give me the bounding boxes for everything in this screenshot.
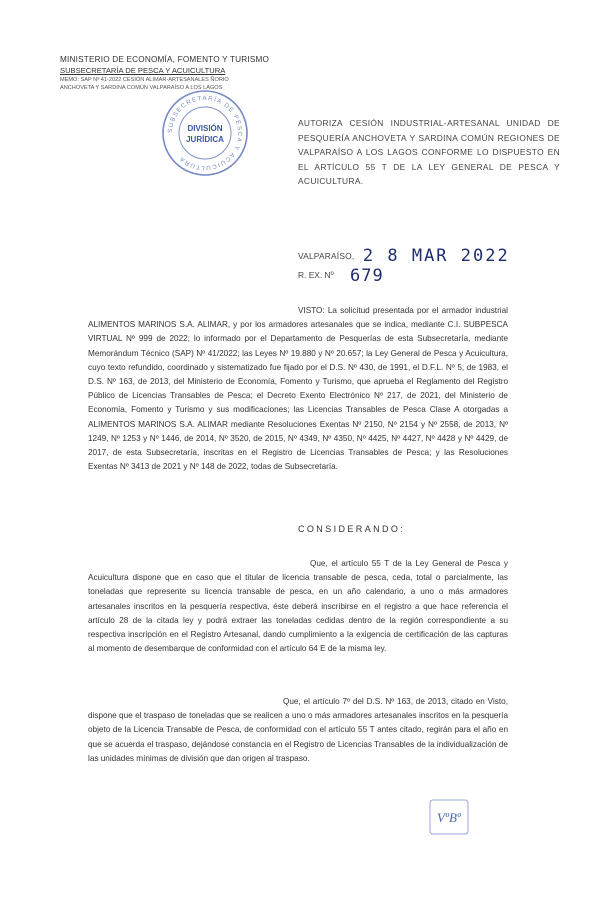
considerando-heading: CONSIDERANDO:: [298, 524, 406, 534]
place-and-date: [298, 246, 510, 266]
considerando-paragraph-1: Que, el artículo 55 T de la Ley General de Pesca y Acuicultura dispone que en caso que el titular de licencia transable de pesca, ceda, total o parcialmente, las toneladas que represente su licencia transable de pesca, en un año calendario, a uno o más armadores artesanales inscritos en la pesquería respectiva, éste deberá inscribirse en el registro a que hace referencia el artículo 28 de la citada ley y podrá extraer las toneladas cedidas dentro de la región correspondiente a su respectiva inscripción en el Registro Artesanal, dando cumplimiento a la exigencia de certificación de las capturas al momento de desembarque de conformidad con el artículo 64 E de la misma ley.: [88, 559, 508, 654]
vb-label: VºBº: [437, 810, 461, 825]
place: VALPARAÍSO,: [298, 251, 355, 261]
stamp-line-2: JURÍDICA: [186, 135, 224, 144]
date-stamp: 2 8 MAR 2022: [362, 246, 510, 266]
svg-text:SUBSECRETARÍA DE PESCA Y ACUIC: [167, 95, 243, 171]
stamp-line-1: DIVISIÓN: [187, 124, 223, 133]
ministry-name: MINISTERIO DE ECONOMÍA, FOMENTO Y TURISMO: [60, 55, 270, 64]
subsecretaria-name: SUBSECRETARÍA DE PESCA Y ACUICULTURA: [60, 66, 226, 75]
stamp-ring-text: SUBSECRETARÍA DE PESCA Y ACUICULTURA: [166, 94, 244, 172]
memo-reference-2: ANCHOVETA Y SARDINA COMÚN VALPARAÍSO A LOS LAGOS: [60, 85, 223, 91]
rex-label: R. EX. Nº: [298, 270, 334, 280]
resolution-number: [298, 266, 384, 286]
visto-paragraph: VISTO: La solicitud presentada por el armador industrial ALIMENTOS MARINOS S.A. ALIMAR, y por los armadores artesanales que se indica, mediante C.I. SUBPESCA VIRTUAL Nº 999 de 2022; lo informado por el Departamento de Pesquerías de esta Subsecretaría, mediante Memorándum Técnico (SAP) Nº 41/2022; las Leyes Nº 19.880 y Nº 20.657; la Ley General de Pesca y Acuicultura, cuyo texto refundido, coordinado y sistematizado fue fijado por el D.S. Nº 430, de 1991, el D.F.L. Nº 5, de 1983, el D.S. Nº 163, de 2013, del Ministerio de Economía, Fomento y Turismo, que aprueba el Reglamento del Registro Público de Licencias Transables de Pesca; el Decreto Exento Electrónico Nº 217, de 2021, del Ministerio de Economía, Fomento y Turismo y sus modificaciones; las Licencias Transables de Pesca Clase A otorgadas a ALIMENTOS MARINOS S.A. ALIMAR mediante Resoluciones Exentas Nº 2150, Nº 2154 y Nº 2558, de 2013, Nº 1249, Nº 1253 y Nº 1446, de 2014, Nº 3520, de 2015, Nº 4349, Nº 4350, Nº 4425, Nº 4427, Nº 4428 y Nº 4429, de 2017, de esta Subsecretaría, inscritas en el Registro de Licencias Transables de Pesca; y las Resoluciones Exentas Nº 3413 de 2021 y Nº 148 de 2022, todas de Subsecretaría.: [88, 306, 508, 472]
memo-reference: MEMO: SAP Nº 41-2022 CESIÓN ALIMAR-ARTESANALES ÑORIO: [60, 77, 229, 83]
division-juridica-stamp-icon: [160, 88, 250, 178]
considerando-paragraph-2: Que, el artículo 7º del D.S. Nº 163, de 2013, citado en Visto, dispone que el traspaso de toneladas que se realicen a uno o más armadores artesanales inscritos en la pesquería objeto de la Licencia Transable de Pesca, de conformidad con el artículo 55 T antes citado, regirán para el año en que se acuerda el traspaso, dejándose constancia en el Registro de Licencias Transables de la individualización de las unidades mínimas de división que dan origen al traspaso.: [88, 697, 508, 763]
vb-approval-stamp-icon: [428, 798, 470, 836]
letterhead: [60, 54, 290, 92]
rex-number: 679: [349, 266, 384, 286]
resolution-title: AUTORIZA CESIÓN INDUSTRIAL-ARTESANAL UNIDAD DE PESQUERÍA ANCHOVETA Y SARDINA COMÚN REGIONES DE VALPARAÍSO A LOS LAGOS CONFORME LO DISPUESTO EN EL ARTÍCULO 55 T DE LA LEY GENERAL DE PESCA Y ACUICULTURA.: [298, 118, 560, 186]
